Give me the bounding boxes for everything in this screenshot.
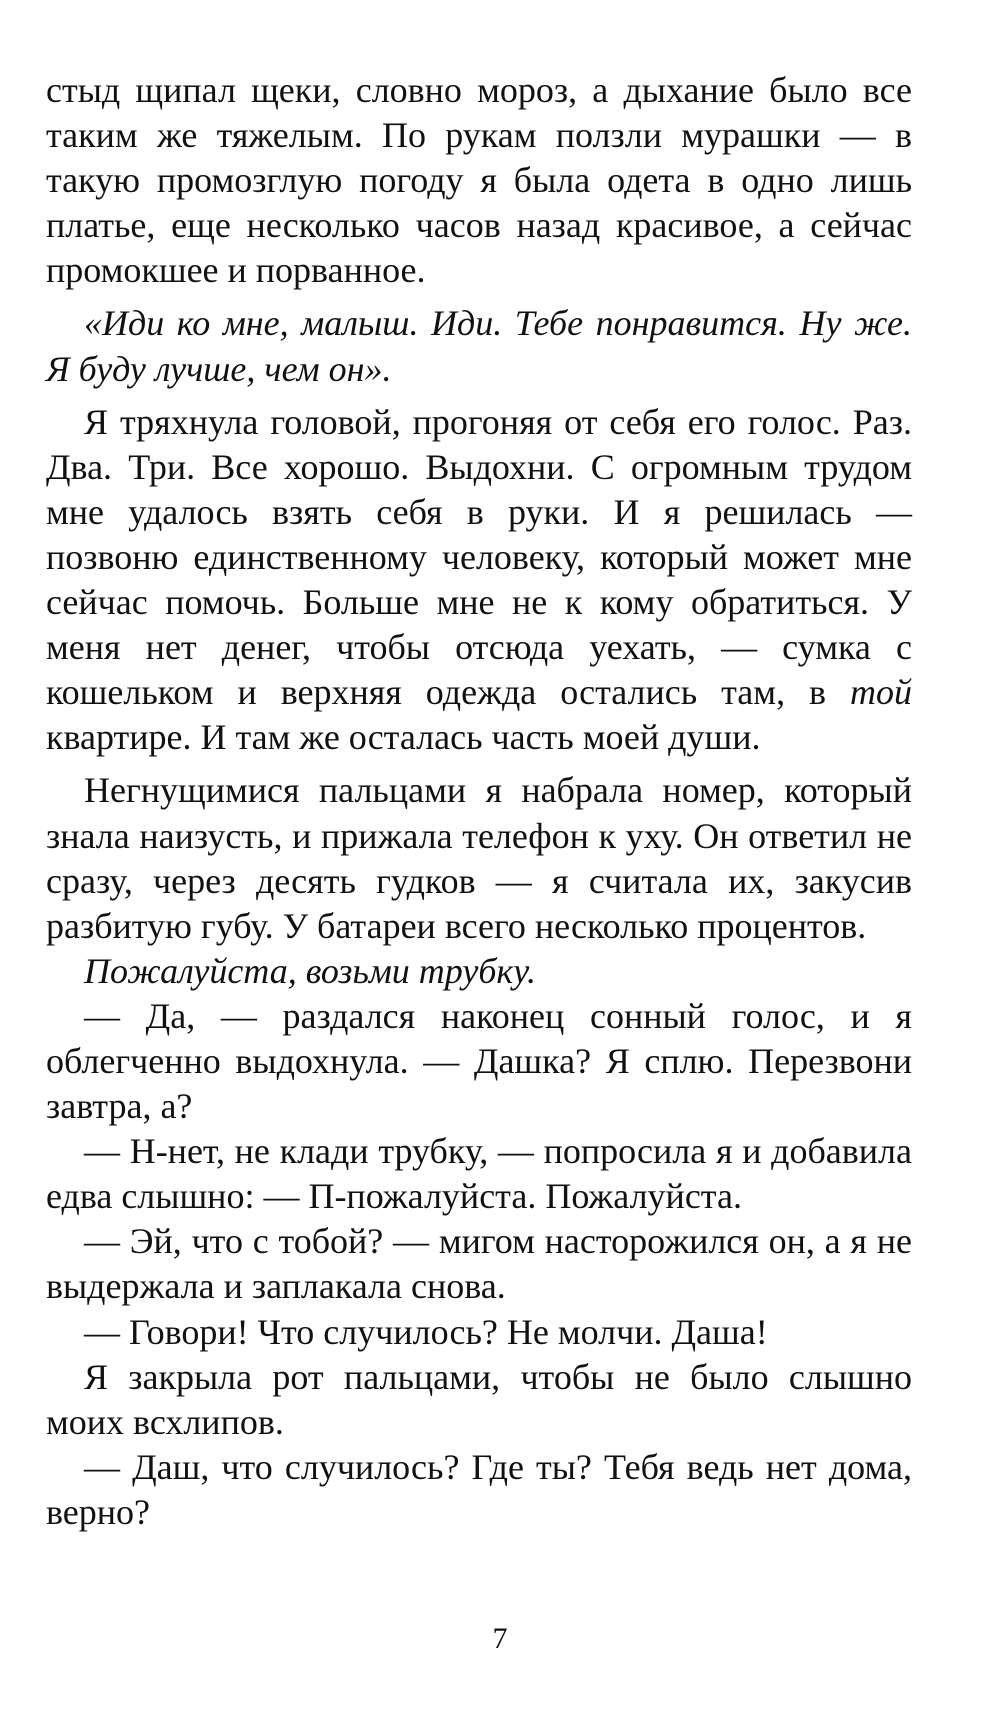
paragraph-decision-end: квартире. И там же осталась часть моей души.: [46, 717, 761, 758]
dialogue-line: — Эй, что с тобой? — мигом насторожился он, а я не выдержала и заплакала снова.: [46, 1221, 912, 1307]
emphasis-word: той: [850, 672, 912, 713]
dialogue-line: — Даш, что случилось? Где ты? Тебя ведь нет дома, верно?: [46, 1446, 912, 1532]
dialogue-line: — Говори! Что случилось? Не молчи. Даша!: [84, 1311, 768, 1352]
paragraph-italic-plea: Пожалуйста, возьми трубку.: [84, 950, 536, 991]
paragraph-decision-text: Я тряхнула головой, прогоняя от себя его голос. Раз. Два. Три. Все хорошо. Выдохни. С огромным трудом мне удалось взять себя в руки. И я решилась — позвоню единственному человеку, который может мне сейчас помочь. Больше мне не к кому обратиться. У меня нет денег, чтобы отсюда уехать, — сумка с кошельком и верхняя одежда остались там, в: [46, 401, 912, 713]
paragraph-decision: [46, 400, 912, 761]
dialogue-line: — Н-нет, не клади трубку, — попросила я и добавила едва слышно: — П-пожалуйста. Пожалуйста.: [46, 1131, 912, 1217]
dialogue-line: — Да, — раздался наконец сонный голос, и я облегченно выдохнула. — Дашка? Я сплю. Перезвони завтра, а?: [46, 995, 912, 1127]
page-number: 7: [492, 1622, 508, 1655]
paragraph-phone-call: Негнущимися пальцами я набрала номер, который знала наизусть, и прижала телефон к уху. Он ответил не сразу, через десять гудков — я считала их, закусив разбитую губу. У батареи всего несколько процентов.: [46, 770, 912, 946]
paragraph-italic-voice: «Иди ко мне, малыш. Иди. Тебе понравится. Ну же. Я буду лучше, чем он».: [46, 303, 912, 389]
paragraph-continuation: стыд щипал щеки, словно мороз, а дыхание было все таким же тяжелым. По рукам ползли мурашки — в такую промозглую погоду я была одета в одно лишь платье, еще несколько часов назад красивое, а сейчас промокшее и порванное.: [46, 70, 912, 291]
paragraph-narration: Я закрыла рот пальцами, чтобы не было слышно моих всхлипов.: [46, 1356, 912, 1442]
book-page-text: [46, 68, 912, 1535]
